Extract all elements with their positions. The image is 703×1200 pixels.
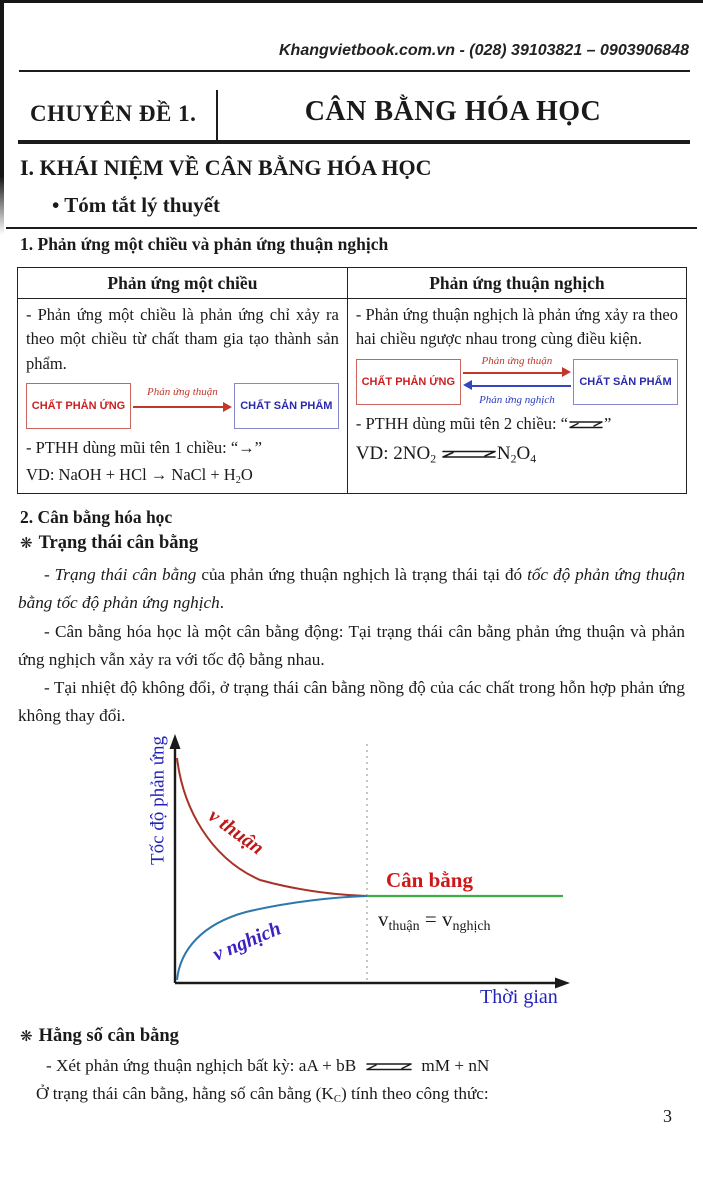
vd2-sub1: 2 <box>430 452 437 466</box>
equilibrium-arrows-icon <box>441 447 497 461</box>
p1-dash: - <box>44 565 55 584</box>
summary-heading <box>52 193 220 218</box>
forward-arrow <box>133 379 232 433</box>
x-axis-label: Thời gian <box>480 986 558 1008</box>
forward-arrow-line <box>133 406 224 408</box>
subsection-2-title: 2. Cân bằng hóa học <box>20 507 173 527</box>
line2-sub: C <box>333 1093 341 1105</box>
eq-v2: v <box>441 907 453 931</box>
scan-edge-left <box>0 0 4 235</box>
equilibrium-state-heading <box>20 533 198 554</box>
reactant-box: CHẤT PHẢN ỨNG <box>26 383 131 429</box>
vd1-end: O <box>240 464 253 484</box>
rate-equality-equation <box>378 908 491 934</box>
reversible-column <box>348 268 686 493</box>
vd2-pre: VD: 2NO <box>355 443 431 465</box>
column-header-one-way: Phản ứng một chiều <box>18 268 347 299</box>
one-way-pthh: - PTHH dùng mũi tên 1 chiều: “→” <box>26 438 262 458</box>
product-box: CHẤT SẢN PHẨM <box>234 383 339 429</box>
vd1-pre: VD: NaOH + HCl → NaCl + H <box>26 464 236 484</box>
reversible-diagram <box>356 355 678 409</box>
forward-rate-curve <box>177 758 367 896</box>
section-heading: I. KHÁI NIỆM VỀ CÂN BẰNG HÓA HỌC <box>20 155 432 180</box>
reactant-box: CHẤT PHẢN ỨNG <box>356 359 461 405</box>
vd2-o: O <box>516 443 531 465</box>
column-header-reversible: Phản ứng thuận nghịch <box>348 268 686 299</box>
p1-italic-1: Trạng thái cân bằng <box>54 565 197 584</box>
summary-heading-text: Tóm tắt lý thuyết <box>64 193 220 217</box>
eq-equals: = <box>419 907 442 931</box>
scan-edge-top <box>0 0 703 3</box>
line1-pre: - Xét phản ứng thuận nghịch bất kỳ: aA + bB <box>46 1056 357 1075</box>
title-rule <box>18 140 690 144</box>
reverse-arrowhead-icon <box>463 380 472 390</box>
forward-arrow-label: Phản ứng thuận <box>481 354 553 367</box>
paragraph-constant-concentration: - Tại nhiệt độ không đổi, ở trạng thái cân bằng nồng độ của các chất trong hỗn hợp phản ứng không thay đổi. <box>18 678 685 725</box>
paragraph-equilibrium-definition <box>18 561 685 616</box>
p1-text-2: . <box>219 592 225 612</box>
flower-asterisk-icon: ❋ <box>20 534 33 552</box>
forward-arrow-label: Phản ứng thuận <box>147 386 218 399</box>
reversible-example <box>356 440 678 468</box>
page-number: 3 <box>663 1106 672 1126</box>
two-way-arrows <box>463 355 571 409</box>
reversible-description: - Phản ứng thuận nghịch là phản ứng xảy ra theo hai chiều ngược nhau trong cùng điều kiện. <box>355 305 678 349</box>
eq-v1: v <box>378 907 389 931</box>
rate-time-graph <box>120 728 595 1020</box>
vd2-mid: N <box>496 443 511 465</box>
one-way-column <box>18 268 348 493</box>
pthh2-post: ” <box>604 413 612 433</box>
reverse-arrow-line <box>471 385 571 387</box>
line2-pre: Ở trạng thái cân bằng, hằng số cân bằng (K <box>36 1084 334 1103</box>
publisher-contact: Khangvietbook.com.vn - (028) 39103821 – 0903906848 <box>279 42 689 59</box>
line2-post: ) tính theo công thức: <box>340 1084 489 1103</box>
eq-sub2: nghịch <box>452 918 491 934</box>
one-way-example <box>26 463 339 488</box>
reversible-cell <box>348 299 686 493</box>
reversible-pthh <box>356 412 678 436</box>
reaction-comparison-table <box>17 267 687 494</box>
p1-italic-2: tốc độ phản ứng thuận bằng tốc độ phản ứng nghịch <box>18 565 685 612</box>
y-axis-arrowhead-icon <box>170 734 181 749</box>
forward-arrowhead-icon <box>562 367 571 377</box>
forward-arrowhead-icon <box>223 402 232 412</box>
eq-sub1: thuận <box>388 918 420 934</box>
bullet-icon: • <box>52 193 60 217</box>
forward-curve-label: v thuận <box>204 804 268 860</box>
equilibrium-arrows-icon <box>568 418 604 431</box>
equilibrium-constant-heading-text: Hằng số cân bằng <box>38 1026 179 1046</box>
p1-text-1: của phản ứng thuận nghịch là trạng thái tại đó <box>196 565 528 584</box>
reverse-arrow-label: Phản ứng nghịch <box>479 393 555 406</box>
y-axis-label: Tốc độ phản ứng <box>147 735 169 865</box>
general-reaction-line <box>46 1056 489 1076</box>
chapter-label: CHUYÊN ĐỀ 1. <box>30 101 197 126</box>
vd2-sub2: 2 <box>510 452 517 466</box>
one-way-description: - Phản ứng một chiều là phản ứng chỉ xảy ra theo một chiều từ chất tham gia tạo thành sản phẩm. <box>26 305 339 373</box>
paragraph-dynamic-equilibrium: - Cân bằng hóa học là một cân bằng động: Tại trạng thái cân bằng phản ứng thuận và phản ứng nghịch vẫn xảy ra với tốc độ bằng nhau. <box>18 622 685 669</box>
reverse-curve-label: v nghịch <box>209 917 285 966</box>
flower-asterisk-icon: ❋ <box>20 1027 33 1045</box>
product-box: CHẤT SẢN PHẨM <box>573 359 678 405</box>
equilibrium-constant-heading <box>20 1026 179 1047</box>
graph-canvas <box>120 728 595 1020</box>
subsection-1-title: 1. Phản ứng một chiều và phản ứng thuận nghịch <box>20 234 389 254</box>
vd1-sub: 2 <box>235 474 241 486</box>
chapter-title: CÂN BẰNG HÓA HỌC <box>304 96 602 127</box>
kc-formula-line <box>36 1084 489 1105</box>
line1-post: mM + nN <box>421 1056 490 1075</box>
equilibrium-state-heading-text: Trạng thái cân bằng <box>38 533 199 553</box>
summary-rule <box>6 227 697 229</box>
equilibrium-arrows-icon <box>365 1060 413 1073</box>
header-rule <box>19 70 690 72</box>
forward-arrow-line <box>463 372 563 374</box>
one-way-diagram <box>26 379 339 433</box>
pthh2-pre: - PTHH dùng mũi tên 2 chiều: “ <box>355 413 568 433</box>
one-way-cell <box>18 299 347 493</box>
equilibrium-label: Cân bằng <box>386 868 473 892</box>
vd2-sub3: 4 <box>530 452 537 466</box>
